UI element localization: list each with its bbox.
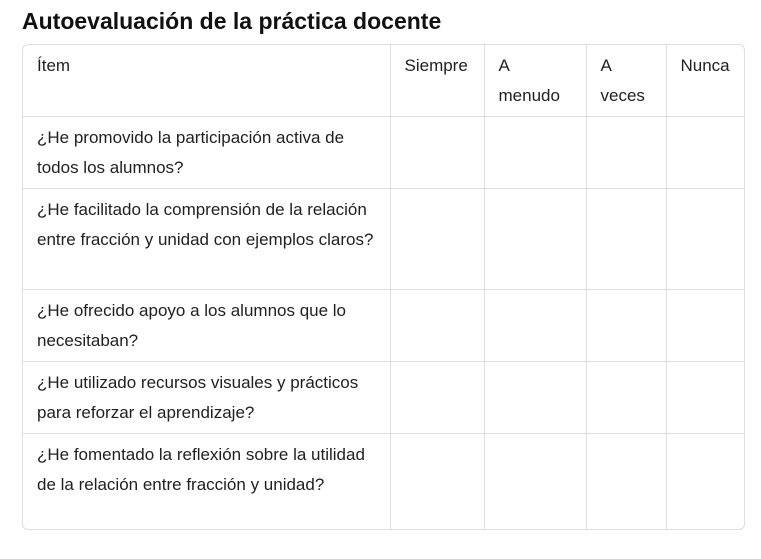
header-item: Ítem bbox=[23, 45, 390, 117]
table-row bbox=[23, 362, 745, 434]
a-menudo-cell[interactable] bbox=[484, 117, 586, 189]
document-title: Autoevaluación de la práctica docente bbox=[22, 8, 442, 34]
siempre-cell[interactable] bbox=[390, 434, 484, 531]
a-veces-cell[interactable] bbox=[586, 434, 666, 531]
item-cell: ¿He facilitado la comprensión de la relación entre fracción y unidad con ejemplos claros? bbox=[23, 189, 390, 290]
table-row bbox=[23, 434, 745, 531]
header-siempre: Siempre bbox=[390, 45, 484, 117]
table-row bbox=[23, 290, 745, 362]
table-row bbox=[23, 117, 745, 189]
item-cell: ¿He fomentado la reflexión sobre la utilidad de la relación entre fracción y unidad? bbox=[23, 434, 390, 531]
item-cell: ¿He utilizado recursos visuales y prácticos para reforzar el aprendizaje? bbox=[23, 362, 390, 434]
siempre-cell[interactable] bbox=[390, 362, 484, 434]
a-veces-cell[interactable] bbox=[586, 290, 666, 362]
nunca-cell[interactable] bbox=[666, 434, 745, 531]
nunca-cell[interactable] bbox=[666, 117, 745, 189]
a-veces-cell[interactable] bbox=[586, 189, 666, 290]
header-a-veces: A veces bbox=[586, 45, 666, 117]
a-menudo-cell[interactable] bbox=[484, 362, 586, 434]
a-menudo-cell[interactable] bbox=[484, 434, 586, 531]
nunca-cell[interactable] bbox=[666, 290, 745, 362]
a-veces-cell[interactable] bbox=[586, 362, 666, 434]
a-menudo-cell[interactable] bbox=[484, 189, 586, 290]
item-cell: ¿He promovido la participación activa de todos los alumnos? bbox=[23, 117, 390, 189]
item-cell: ¿He ofrecido apoyo a los alumnos que lo necesitaban? bbox=[23, 290, 390, 362]
header-a-menudo: A menudo bbox=[484, 45, 586, 117]
a-veces-cell[interactable] bbox=[586, 117, 666, 189]
a-menudo-cell[interactable] bbox=[484, 290, 586, 362]
siempre-cell[interactable] bbox=[390, 189, 484, 290]
self-evaluation-table-container bbox=[22, 44, 745, 530]
header-nunca: Nunca bbox=[666, 45, 745, 117]
siempre-cell[interactable] bbox=[390, 117, 484, 189]
table-row bbox=[23, 189, 745, 290]
siempre-cell[interactable] bbox=[390, 290, 484, 362]
nunca-cell[interactable] bbox=[666, 362, 745, 434]
table-header-row bbox=[23, 45, 745, 117]
nunca-cell[interactable] bbox=[666, 189, 745, 290]
self-evaluation-table bbox=[23, 45, 745, 530]
